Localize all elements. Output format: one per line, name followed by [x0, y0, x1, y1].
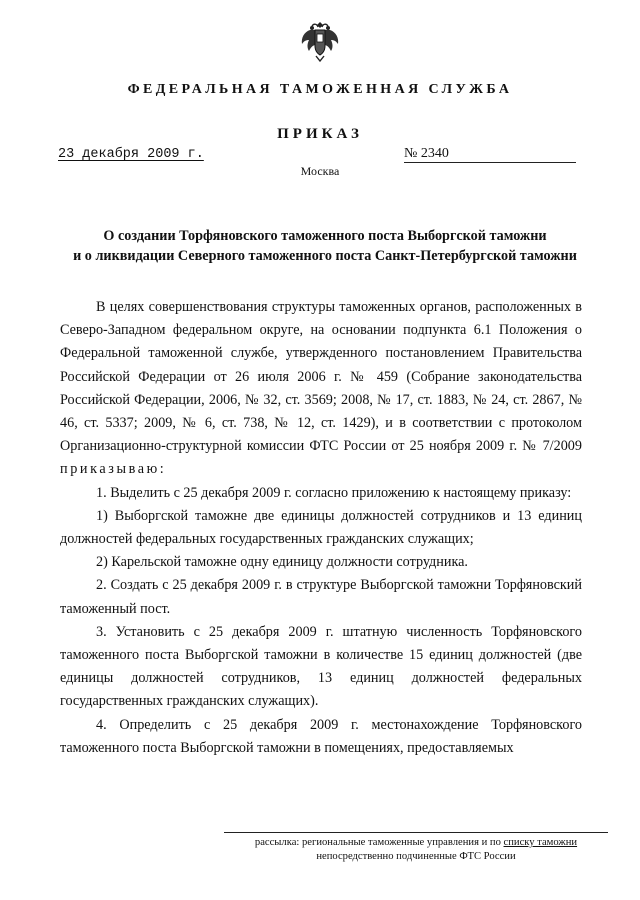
order-body: [60, 296, 582, 760]
order-verb: приказываю:: [60, 461, 167, 478]
order-date: 23 декабря 2009 г.: [58, 147, 204, 162]
agency-name: ФЕДЕРАЛЬНАЯ ТАМОЖЕННАЯ СЛУЖБА: [127, 82, 513, 97]
paragraph-item-1-2: 2) Карельской таможне одну единицу должности сотрудника.: [96, 554, 468, 571]
subject-line-2: и о ликвидации Северного таможенного поста Санкт-Петербургской таможни: [73, 248, 577, 264]
distribution-underlined: списку таможни: [503, 837, 578, 848]
distribution-line-1: [224, 836, 608, 850]
order-number: № 2340: [404, 146, 449, 161]
paragraph-item-1: 1. Выделить с 25 декабря 2009 г. согласно приложению к настоящему приказу:: [96, 484, 572, 501]
order-number-field: [404, 144, 576, 163]
issue-city: Москва: [300, 164, 340, 178]
paragraph-item-3: 3. Установить с 25 декабря 2009 г. штатную численность Торфяновского таможенного поста Выборгской таможни в количестве 15 единиц должностей (две единицы должностей сотрудников, 13 единиц должностей федеральных государственных гражданских служащих).: [60, 623, 582, 710]
footer-divider: [224, 832, 608, 833]
paragraph-item-2: 2. Создать с 25 декабря 2009 г. в структуре Выборгской таможни Торфяновский таможенный пост.: [60, 577, 582, 617]
paragraph-item-4: 4. Определить с 25 декабря 2009 г. местонахождение Торфяновского таможенного поста Выборгской таможни в помещениях, предоставляемых: [60, 716, 582, 756]
document-type-title: ПРИКАЗ: [277, 126, 363, 142]
paragraph-item-1-1: 1) Выборгской таможне две единицы должностей сотрудников и 13 единиц должностей федеральных государственных гражданских служащих;: [60, 507, 582, 548]
subject-line-1: О создании Торфяновского таможенного поста Выборгской таможни: [103, 228, 547, 244]
distribution-note: [224, 836, 608, 864]
preamble-text: В целях совершенствования структуры таможенных органов, расположенных в Северо-Западном федеральном округе, на основании подпункта 6.1 Положения о Федеральной таможенной службе, утвержденного постановлением Правительства Российской Федерации от 26 июля 2006 г. № 459 (Собрание законодательства Российской Федерации, 2006, № 32, ст. 3569; 2008, № 17, ст. 1883, № 24, ст. 2867, № 46, ст. 5337; 2009, № 6, ст. 738, № 12, ст. 1429), и в соответствии с протоколом Организационно-структурной комиссии ФТС России от 25 ноября 2009 г. № 7/2009: [60, 299, 582, 455]
order-subject: [60, 226, 590, 266]
distribution-text: рассылка: региональные таможенные управления и по: [254, 837, 504, 848]
double-headed-eagle-emblem-icon: [298, 18, 342, 64]
distribution-line-2: непосредственно подчиненные ФТС России: [316, 851, 516, 862]
preamble-paragraph: [60, 296, 582, 482]
